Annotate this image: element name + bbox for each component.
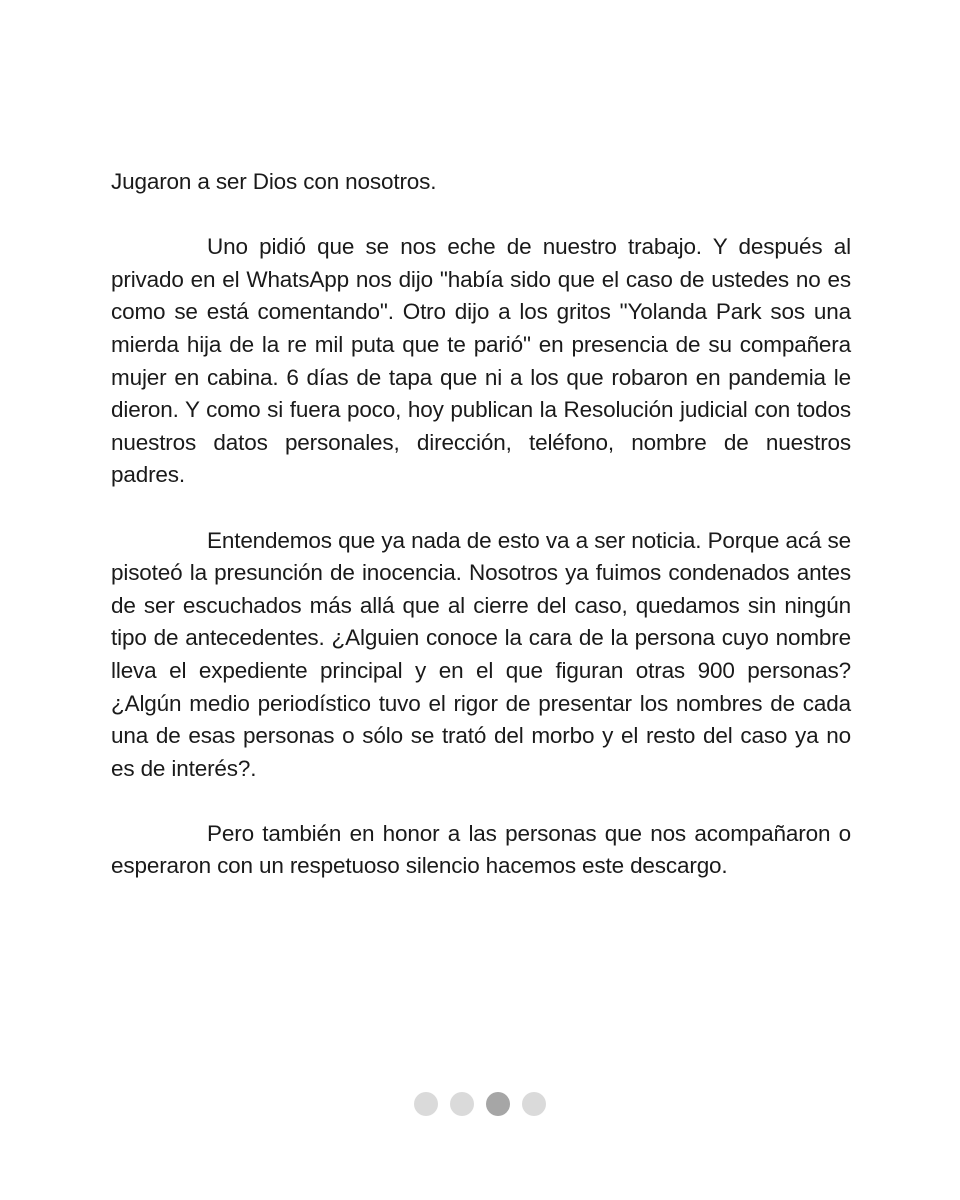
pagination-dot-3-active[interactable] bbox=[486, 1092, 510, 1116]
carousel-pagination bbox=[0, 1092, 960, 1116]
document-body bbox=[111, 166, 851, 916]
paragraph-2: Uno pidió que se nos eche de nuestro trabajo. Y después al privado en el WhatsApp nos dijo "había sido que el caso de ustedes no es como se está comentando". Otro dijo a los gritos "Yolanda Park sos una mierda hija de la re mil puta que te parió" en presencia de su compañera mujer en cabina. 6 días de tapa que ni a los que robaron en pandemia le dieron. Y como si fuera poco, hoy publican la Resolución judicial con todos nuestros datos personales, dirección, teléfono, nombre de nuestros padres. bbox=[111, 234, 851, 488]
pagination-dot-2[interactable] bbox=[450, 1092, 474, 1116]
pagination-dot-4[interactable] bbox=[522, 1092, 546, 1116]
paragraph-1: Jugaron a ser Dios con nosotros. bbox=[111, 169, 437, 194]
paragraph-3: Entendemos que ya nada de esto va a ser noticia. Porque acá se pisoteó la presunción de inocencia. Nosotros ya fuimos condenados antes de ser escuchados más allá que al cierre del caso, quedamos sin ningún tipo de antecedentes. ¿Alguien conoce la cara de la persona cuyo nombre lleva el expediente principal y en el que figuran otras 900 personas? ¿Algún medio periodístico tuvo el rigor de presentar los nombres de cada una de esas personas o sólo se trató del morbo y el resto del caso ya no es de interés?. bbox=[111, 527, 851, 781]
pagination-dot-1[interactable] bbox=[414, 1092, 438, 1116]
paragraph-4: Pero también en honor a las personas que nos acompañaron o esperaron con un respetuoso silencio hacemos este descargo. bbox=[111, 820, 851, 879]
